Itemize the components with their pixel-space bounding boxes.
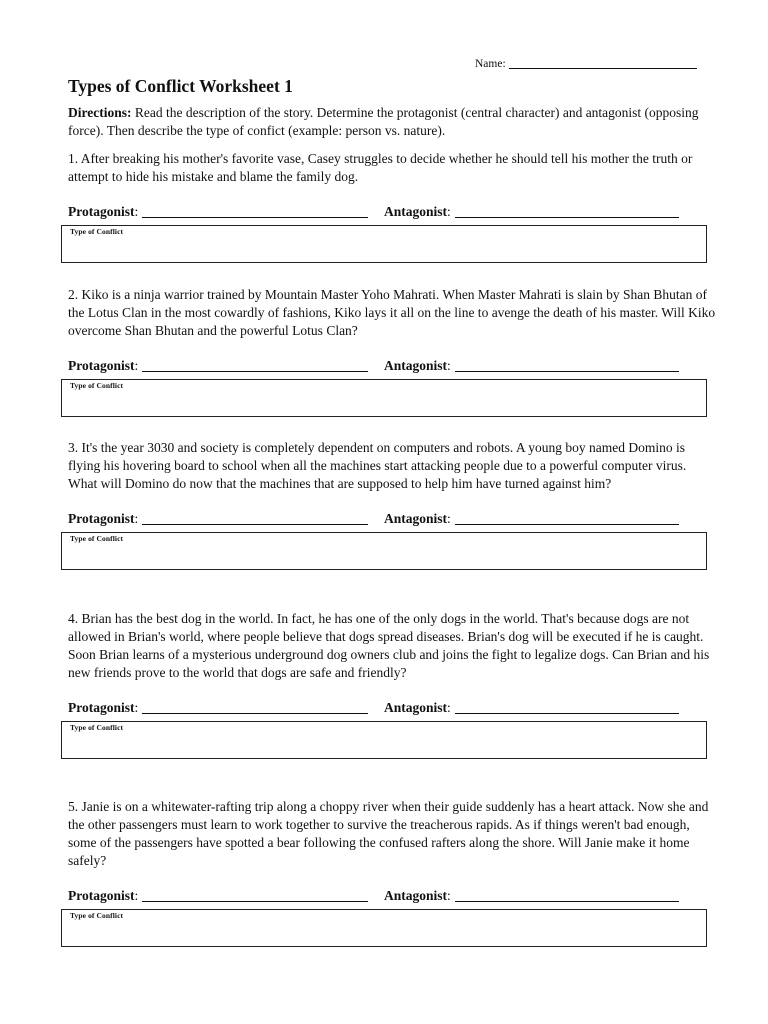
protagonist-blank[interactable] (142, 371, 368, 372)
colon: : (134, 700, 139, 715)
protagonist-blank[interactable] (142, 524, 368, 525)
antagonist-blank[interactable] (455, 901, 679, 902)
protagonist-label: Protagonist (68, 888, 135, 903)
question-2 (68, 286, 718, 417)
protagonist-field (68, 204, 368, 220)
antagonist-blank[interactable] (455, 713, 679, 714)
type-of-conflict-box[interactable] (61, 909, 707, 947)
type-of-conflict-label: Type of Conflict (70, 227, 124, 236)
type-of-conflict-box[interactable] (61, 721, 707, 759)
answer-row (68, 511, 718, 531)
question-text: 5. Janie is on a whitewater-rafting trip along a choppy river when their guide suddenly has a heart attack. Now she and the other passengers must learn to work together to survive the treacherous rapids. As if things weren't bad enough, some of the passengers have spotted a bear following the confused rafters along the shore. Will Janie make it home safely? (68, 799, 709, 868)
protagonist-label: Protagonist (68, 204, 135, 219)
colon: : (447, 700, 451, 715)
protagonist-field (68, 511, 368, 527)
antagonist-field (384, 888, 679, 904)
question-text: 1. After breaking his mother's favorite vase, Casey struggles to decide whether he should tell his mother the truth or attempt to hide his mistake and blame the family dog. (68, 151, 693, 184)
antagonist-blank[interactable] (455, 371, 679, 372)
type-of-conflict-box[interactable] (61, 225, 707, 263)
type-of-conflict-label: Type of Conflict (70, 723, 124, 732)
type-of-conflict-label: Type of Conflict (70, 381, 124, 390)
protagonist-field (68, 888, 368, 904)
colon: : (447, 888, 451, 903)
question-text: 3. It's the year 3030 and society is completely dependent on computers and robots. A young boy named Domino is flying his hovering board to school when all the machines start attacking people due to a powerful computer virus. What will Domino do now that the machines that are supposed to help him have turned against him? (68, 440, 687, 491)
protagonist-field (68, 358, 368, 374)
directions-text: Read the description of the story. Determine the protagonist (central character) and antagonist (opposing force). Then describe the type of confict (example: person vs. nature). (68, 105, 699, 138)
worksheet-title: Types of Conflict Worksheet 1 (68, 76, 293, 96)
protagonist-label: Protagonist (68, 358, 135, 373)
answer-row (68, 204, 718, 224)
colon: : (447, 358, 451, 373)
antagonist-label: Antagonist (384, 888, 448, 903)
name-field (475, 58, 697, 70)
antagonist-label: Antagonist (384, 700, 448, 715)
question-text: 2. Kiko is a ninja warrior trained by Mountain Master Yoho Mahrati. When Master Mahrati is slain by Shan Bhutan of the Lotus Clan in the most cowardly of fashions, Kiko lays it all on the line to avenge the death of his master. Will Kiko overcome Shan Bhutan and the powerful Lotus Clan? (68, 287, 716, 338)
type-of-conflict-label: Type of Conflict (70, 534, 124, 543)
directions (68, 104, 718, 140)
antagonist-blank[interactable] (455, 217, 679, 218)
type-of-conflict-label: Type of Conflict (70, 911, 124, 920)
colon: : (134, 511, 139, 526)
protagonist-field (68, 700, 368, 716)
colon: : (134, 204, 139, 219)
name-blank[interactable] (509, 68, 697, 69)
antagonist-label: Antagonist (384, 358, 448, 373)
antagonist-label: Antagonist (384, 204, 448, 219)
protagonist-blank[interactable] (142, 713, 368, 714)
antagonist-label: Antagonist (384, 511, 448, 526)
type-of-conflict-box[interactable] (61, 532, 707, 570)
colon: : (134, 888, 139, 903)
colon: : (447, 511, 451, 526)
protagonist-blank[interactable] (142, 217, 368, 218)
question-4 (68, 610, 718, 759)
name-label: Name: (475, 58, 506, 70)
question-1 (68, 150, 718, 263)
antagonist-field (384, 700, 679, 716)
directions-label: Directions: (68, 105, 132, 120)
answer-row (68, 358, 718, 378)
question-3 (68, 439, 718, 570)
type-of-conflict-box[interactable] (61, 379, 707, 417)
answer-row (68, 700, 718, 720)
colon: : (134, 358, 139, 373)
antagonist-field (384, 511, 679, 527)
protagonist-blank[interactable] (142, 901, 368, 902)
question-5 (68, 798, 718, 947)
protagonist-label: Protagonist (68, 511, 135, 526)
protagonist-label: Protagonist (68, 700, 135, 715)
antagonist-field (384, 204, 679, 220)
colon: : (447, 204, 451, 219)
antagonist-blank[interactable] (455, 524, 679, 525)
answer-row (68, 888, 718, 908)
question-text: 4. Brian has the best dog in the world. In fact, he has one of the only dogs in the world. That's because dogs are not allowed in Brian's world, where people believe that dogs spread diseases. Brian's dog will be executed if he is caught. Soon Brian learns of a mysterious underground dog owners club and joins the fight to legalize dogs. Can Brian and his new friends prove to the world that dogs are safe and friendly? (68, 611, 710, 680)
antagonist-field (384, 358, 679, 374)
